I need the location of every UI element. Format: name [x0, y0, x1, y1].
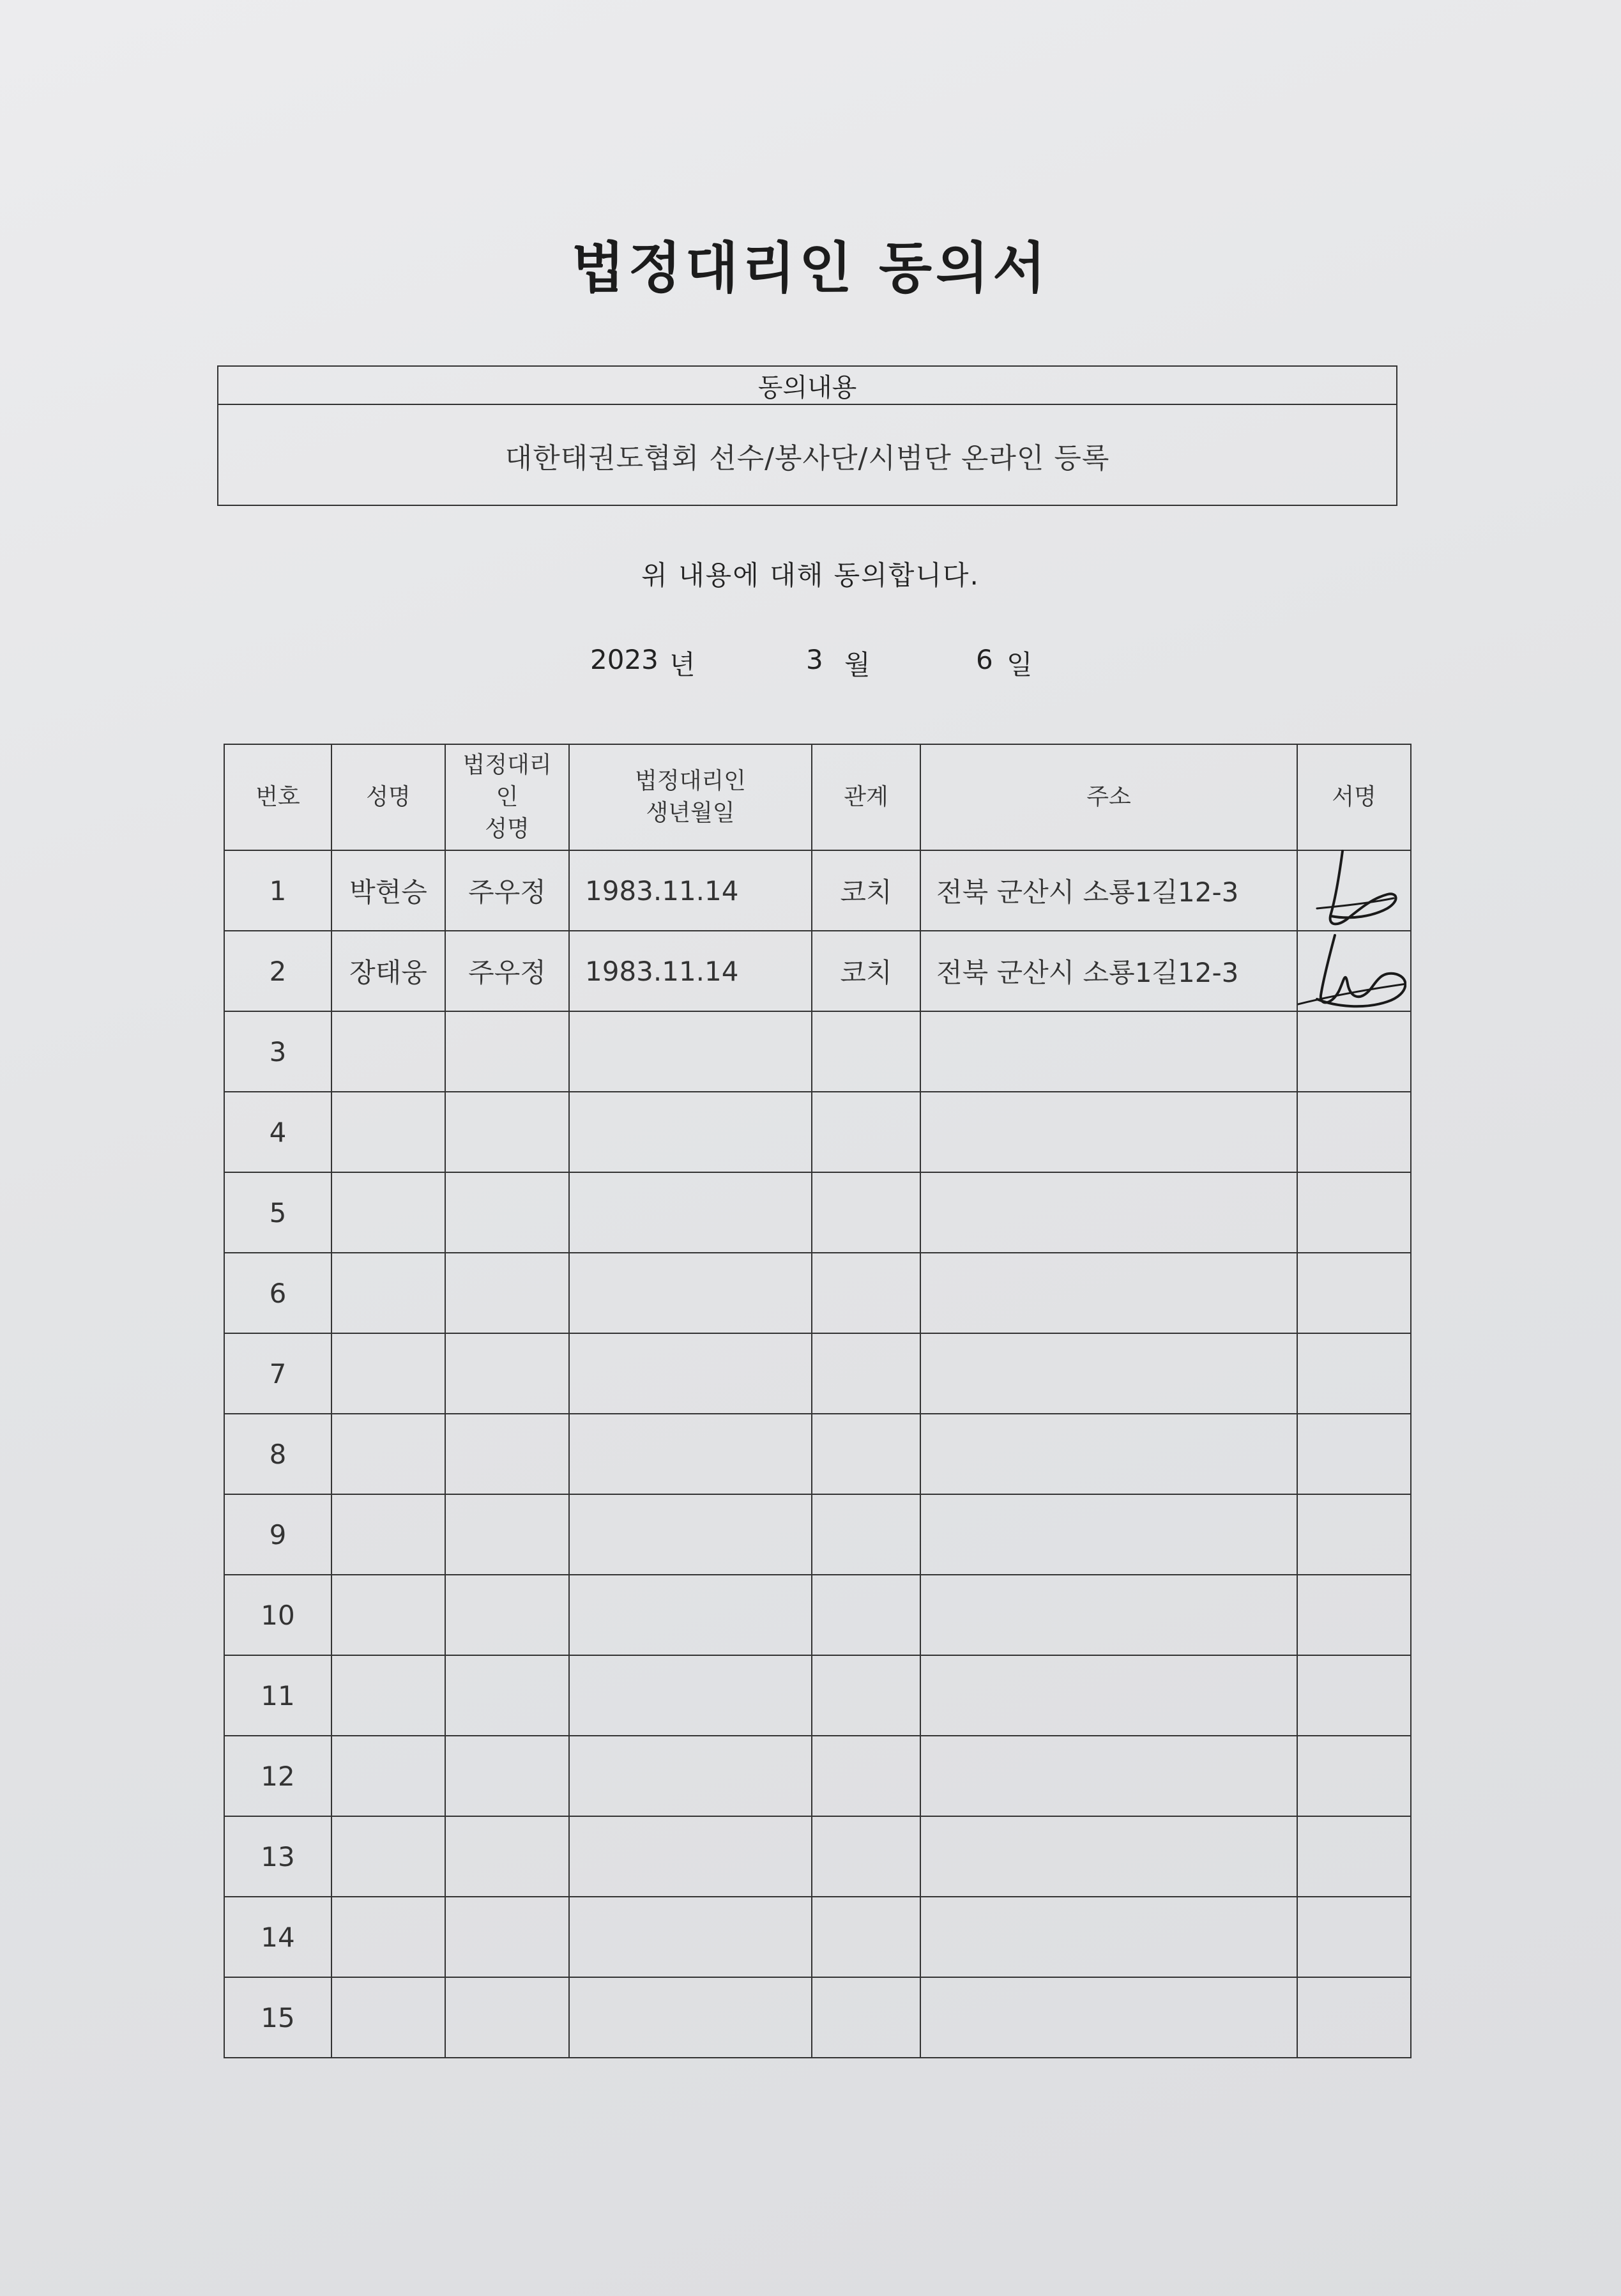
- row-address: [920, 1736, 1297, 1816]
- row-representative-name: [445, 1172, 569, 1253]
- row-student-name: [331, 1092, 445, 1172]
- row-representative-dob: [569, 1414, 812, 1494]
- table-row: [224, 1816, 1411, 1897]
- row-signature-cell: [1297, 1333, 1411, 1414]
- table-row: [224, 1736, 1411, 1816]
- table-row: [224, 931, 1411, 1011]
- row-number: 15: [224, 1977, 331, 2058]
- row-number: 4: [224, 1092, 331, 1172]
- row-signature-cell: [1297, 1414, 1411, 1494]
- row-address: [920, 1253, 1297, 1333]
- row-representative-name: [445, 1414, 569, 1494]
- row-signature-cell: [1297, 1736, 1411, 1816]
- row-student-name: [331, 1816, 445, 1897]
- row-number: 1: [224, 850, 331, 931]
- row-relation: [812, 1092, 920, 1172]
- table-row: [224, 850, 1411, 931]
- row-representative-name: [445, 1977, 569, 2058]
- row-representative-name: [445, 1092, 569, 1172]
- row-relation: [812, 1333, 920, 1414]
- row-representative-dob: 1983.11.14: [569, 850, 812, 931]
- table-row: [224, 1414, 1411, 1494]
- row-number: 10: [224, 1575, 331, 1655]
- row-number: 13: [224, 1816, 331, 1897]
- header-name: 성명: [331, 744, 445, 850]
- row-number: 12: [224, 1736, 331, 1816]
- row-signature-cell: [1297, 1011, 1411, 1092]
- row-student-name: [331, 1172, 445, 1253]
- row-signature-cell: [1297, 1172, 1411, 1253]
- date-day-unit: 일: [1007, 649, 1033, 680]
- signature-stroke: [1317, 898, 1394, 908]
- row-student-name: [331, 1253, 445, 1333]
- row-address: [920, 1092, 1297, 1172]
- row-relation: [812, 1897, 920, 1977]
- row-representative-name: [445, 1816, 569, 1897]
- row-number: 9: [224, 1494, 331, 1575]
- row-number: 8: [224, 1414, 331, 1494]
- row-address: [920, 1977, 1297, 2058]
- header-signature: 서명: [1297, 744, 1411, 850]
- row-representative-dob: 1983.11.14: [569, 931, 812, 1011]
- row-relation: [812, 1575, 920, 1655]
- date-month: 3: [806, 644, 823, 675]
- signature-scribble: [1298, 912, 1406, 1021]
- row-signature-cell: [1297, 1092, 1411, 1172]
- row-student-name: [331, 1897, 445, 1977]
- row-representative-name: [445, 1494, 569, 1575]
- row-relation: [812, 1816, 920, 1897]
- row-representative-dob: [569, 1092, 812, 1172]
- table-row: [224, 1977, 1411, 2058]
- row-representative-name: 주우정: [445, 931, 569, 1011]
- row-relation: [812, 1011, 920, 1092]
- date-year: 2023: [590, 644, 658, 675]
- row-representative-name: [445, 1575, 569, 1655]
- row-student-name: [331, 1414, 445, 1494]
- row-representative-dob: [569, 1494, 812, 1575]
- row-representative-dob: [569, 1011, 812, 1092]
- row-representative-name: [445, 1333, 569, 1414]
- row-address: [920, 1655, 1297, 1736]
- row-representative-name: 주우정: [445, 850, 569, 931]
- row-student-name: [331, 1736, 445, 1816]
- header-dob-line1: 법정대리인: [635, 768, 746, 794]
- row-number: 7: [224, 1333, 331, 1414]
- row-representative-name: [445, 1897, 569, 1977]
- row-representative-dob: [569, 1897, 812, 1977]
- row-number: 5: [224, 1172, 331, 1253]
- row-signature-cell: [1297, 1253, 1411, 1333]
- row-address: [920, 1897, 1297, 1977]
- header-rep-line2: 인: [496, 784, 519, 810]
- row-representative-dob: [569, 1253, 812, 1333]
- row-address: [920, 1494, 1297, 1575]
- row-signature-cell: [1297, 1655, 1411, 1736]
- table-row: [224, 1011, 1411, 1092]
- row-relation: [812, 1977, 920, 2058]
- row-representative-dob: [569, 1977, 812, 2058]
- row-relation: 코치: [812, 931, 920, 1011]
- row-student-name: [331, 1333, 445, 1414]
- row-relation: [812, 1655, 920, 1736]
- header-rep-line3: 성명: [485, 816, 529, 842]
- date-month-unit: 월: [844, 649, 871, 680]
- row-relation: [812, 1494, 920, 1575]
- header-rep-line1: 법정대리: [462, 752, 552, 778]
- table-row: [224, 1333, 1411, 1414]
- row-signature-cell: [1297, 931, 1411, 1011]
- header-relation: 관계: [812, 744, 920, 850]
- row-number: 2: [224, 931, 331, 1011]
- row-address: [920, 1172, 1297, 1253]
- row-representative-name: [445, 1253, 569, 1333]
- row-student-name: [331, 1977, 445, 2058]
- row-representative-dob: [569, 1655, 812, 1736]
- row-student-name: [331, 1011, 445, 1092]
- row-relation: [812, 1414, 920, 1494]
- row-relation: [812, 1736, 920, 1816]
- document-title: 법정대리인 동의서: [571, 236, 1050, 300]
- row-relation: 코치: [812, 850, 920, 931]
- row-number: 14: [224, 1897, 331, 1977]
- signature-stroke: [1317, 935, 1405, 1006]
- row-student-name: 박현승: [331, 850, 445, 931]
- header-rep-dob: [569, 744, 812, 850]
- row-representative-dob: [569, 1575, 812, 1655]
- row-number: 11: [224, 1655, 331, 1736]
- table-row: [224, 1172, 1411, 1253]
- row-address: [920, 1333, 1297, 1414]
- row-signature-cell: [1297, 1977, 1411, 2058]
- row-representative-dob: [569, 1816, 812, 1897]
- consent-content-body: 대한태권도협회 선수/봉사단/시범단 온라인 등록: [505, 442, 1110, 475]
- row-relation: [812, 1172, 920, 1253]
- table-header-row: [224, 744, 1411, 850]
- row-address: [920, 1011, 1297, 1092]
- date-day: 6: [976, 644, 993, 675]
- row-number: 6: [224, 1253, 331, 1333]
- header-address: 주소: [920, 744, 1297, 850]
- row-signature-cell: [1297, 1816, 1411, 1897]
- consent-content-header: 동의내용: [218, 367, 1396, 405]
- consent-content-box: [217, 365, 1397, 506]
- row-signature-cell: [1297, 1494, 1411, 1575]
- row-number: 3: [224, 1011, 331, 1092]
- row-representative-name: [445, 1011, 569, 1092]
- row-representative-dob: [569, 1172, 812, 1253]
- row-signature-cell: [1297, 1575, 1411, 1655]
- table-row: [224, 1092, 1411, 1172]
- table-row: [224, 1494, 1411, 1575]
- row-representative-name: [445, 1736, 569, 1816]
- row-address: [920, 1414, 1297, 1494]
- row-address: [920, 1816, 1297, 1897]
- row-address: 전북 군산시 소룡1길12-3: [920, 931, 1297, 1011]
- row-student-name: [331, 1494, 445, 1575]
- row-address: 전북 군산시 소룡1길12-3: [920, 850, 1297, 931]
- header-rep-name: [445, 744, 569, 850]
- row-student-name: [331, 1655, 445, 1736]
- header-number: 번호: [224, 744, 331, 850]
- table-row: [224, 1897, 1411, 1977]
- date-year-unit: 년: [669, 649, 696, 680]
- row-student-name: 장태웅: [331, 931, 445, 1011]
- table-row: [224, 1575, 1411, 1655]
- row-signature-cell: [1297, 1897, 1411, 1977]
- row-address: [920, 1575, 1297, 1655]
- row-relation: [812, 1253, 920, 1333]
- roster-table: [224, 744, 1412, 2058]
- row-student-name: [331, 1575, 445, 1655]
- row-representative-dob: [569, 1333, 812, 1414]
- date-line: [0, 644, 1621, 682]
- header-dob-line2: 생년월일: [646, 800, 735, 826]
- table-row: [224, 1655, 1411, 1736]
- row-representative-dob: [569, 1736, 812, 1816]
- row-representative-name: [445, 1655, 569, 1736]
- table-row: [224, 1253, 1411, 1333]
- agreement-statement: 위 내용에 대해 동의합니다.: [641, 560, 980, 591]
